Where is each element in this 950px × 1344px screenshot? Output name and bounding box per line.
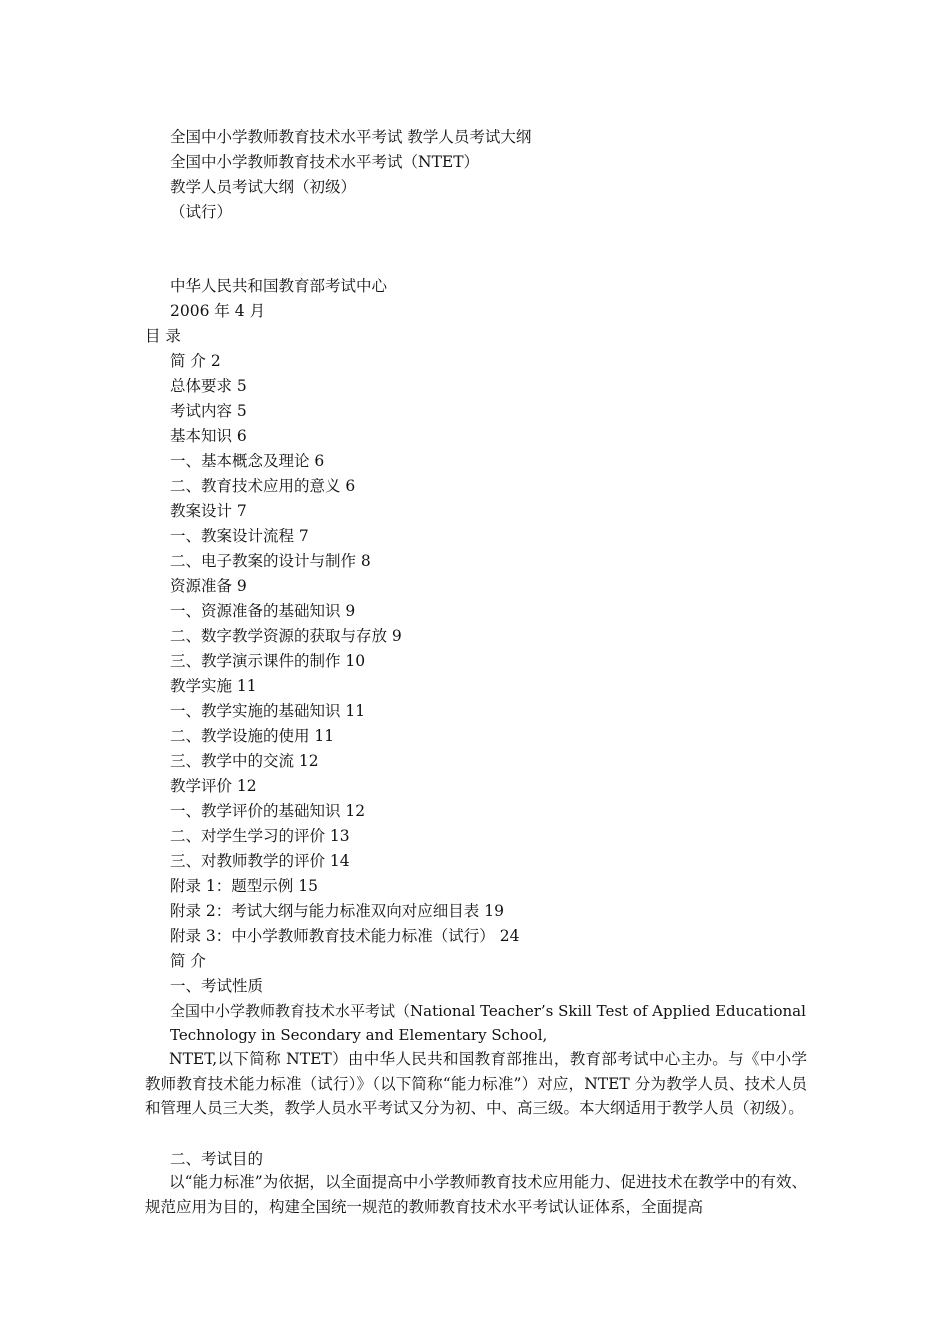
- toc-item[interactable]: 教案设计 7: [170, 502, 247, 520]
- toc-item[interactable]: 一、基本概念及理论 6: [170, 452, 325, 470]
- toc-item[interactable]: 一、资源准备的基础知识 9: [170, 602, 356, 620]
- title-line-4: （试行）: [170, 203, 233, 221]
- toc-item[interactable]: 二、电子教案的设计与制作 8: [170, 552, 371, 570]
- subsection-title: 一、考试性质: [170, 977, 264, 995]
- paragraph-text: NTET,以下简称 NTET）由中华人民共和国教育部推出，教育部考试中心主办。与《中小学教师教育技术能力标准（试行）》（以下简称“能力标准”）对应，NTET 分为教学人员、技术人员和管理人员三大类，教学人员水平考试又分为初、中、高三级。本大纲适用于教学人员（初级）。: [145, 1050, 807, 1117]
- toc-item[interactable]: 二、教学设施的使用 11: [170, 727, 335, 745]
- toc-item[interactable]: 附录 2：考试大纲与能力标准双向对应细目表 19: [170, 902, 504, 920]
- toc-item[interactable]: 三、对教师教学的评价 14: [170, 852, 350, 870]
- toc-item[interactable]: 简 介 2: [170, 352, 221, 370]
- toc-item[interactable]: 三、教学演示课件的制作 10: [170, 652, 366, 670]
- toc-item[interactable]: 附录 3：中小学教师教育技术能力标准（试行） 24: [170, 927, 520, 945]
- paragraph-text: 以“能力标准”为依据，以全面提高中小学教师教育技术应用能力、促进技术在教学中的有效、规范应用为目的，构建全国统一规范的教师教育技术水平考试认证体系，全面提高: [145, 1173, 807, 1216]
- paragraph-line: 全国中小学教师教育技术水平考试（National Teacher’s Skill Test of Applied Educational: [170, 1002, 806, 1020]
- toc-item[interactable]: 教学评价 12: [170, 777, 257, 795]
- toc-item[interactable]: 基本知识 6: [170, 427, 247, 445]
- toc-item[interactable]: 总体要求 5: [170, 377, 247, 395]
- toc-item[interactable]: 教学实施 11: [170, 677, 257, 695]
- toc-item[interactable]: 资源准备 9: [170, 577, 247, 595]
- toc-item[interactable]: 考试内容 5: [170, 402, 247, 420]
- subsection-title: 二、考试目的: [170, 1150, 264, 1168]
- toc-item[interactable]: 一、教学实施的基础知识 11: [170, 702, 366, 720]
- issuer: 中华人民共和国教育部考试中心: [170, 277, 388, 295]
- title-line-2: 全国中小学教师教育技术水平考试（NTET）: [170, 153, 480, 171]
- toc-item[interactable]: 二、对学生学习的评价 13: [170, 827, 350, 845]
- paragraph: [145, 1047, 807, 1121]
- title-line-3: 教学人员考试大纲（初级）: [170, 178, 357, 196]
- toc-item[interactable]: 一、教案设计流程 7: [170, 527, 309, 545]
- title-line-1: 全国中小学教师教育技术水平考试 教学人员考试大纲: [170, 128, 532, 146]
- toc-heading: 目 录: [145, 327, 181, 345]
- section-title: 简 介: [170, 952, 206, 970]
- toc-item[interactable]: 一、教学评价的基础知识 12: [170, 802, 366, 820]
- paragraph-line: Technology in Secondary and Elementary School,: [170, 1026, 548, 1044]
- toc-item[interactable]: 三、教学中的交流 12: [170, 752, 319, 770]
- toc-item[interactable]: 附录 1：题型示例 15: [170, 877, 318, 895]
- toc-item[interactable]: 二、教育技术应用的意义 6: [170, 477, 356, 495]
- toc-item[interactable]: 二、数字教学资源的获取与存放 9: [170, 627, 402, 645]
- issue-date: 2006 年 4 月: [170, 302, 266, 320]
- paragraph: [145, 1170, 807, 1219]
